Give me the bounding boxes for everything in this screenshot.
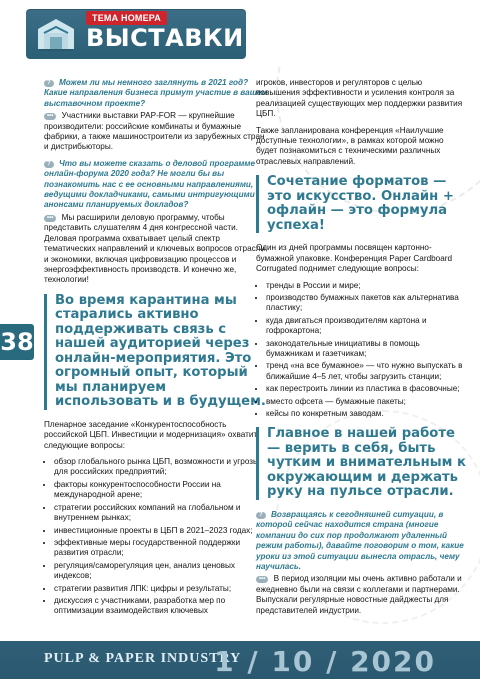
answer-2 bbox=[44, 213, 268, 286]
bullet-item: • тренды в России и мире; bbox=[266, 281, 466, 291]
pull-quote-right-2-text: Главное в нашей работе — верить в себя, быть чутким и внимательным к окружающим и держать руку на пульсе отрасли. bbox=[267, 426, 467, 500]
section-tag: ТЕМА НОМЕРА bbox=[86, 11, 167, 25]
paragraph-right-2: Также запланирована конференция «Наилучшие доступные технологии», в рамках которой можно будет познакомиться с техническими различных отраслевых направлений. bbox=[256, 125, 444, 166]
paragraph-plenary: Пленарное заседание «Конкурентоспособность российской ЦБП. Инвестиции и модернизация» охватит следующие вопросы: bbox=[44, 419, 258, 450]
answer-2-text: Мы расширили деловую программу, чтобы представить слушателям 4 дня конгрессной части. Деловая программа охватывает целый спектр тематических направлений и ключевых вопросов отрасли и экономики, включая цифровизацию процессов и энергоэффективность производств. И конечно же, технологии! bbox=[44, 212, 266, 285]
bullet-item: • регуляция/саморегуляция цен, анализ ценовых индексов; bbox=[54, 561, 268, 582]
pull-quote-right-1 bbox=[256, 175, 466, 233]
page-footer bbox=[0, 641, 480, 679]
bullet-item: • тренд «на все бумажное» — что нужно выпускать в ближайшие 4–5 лет, чтобы загрузить станции; bbox=[266, 361, 466, 382]
bullet-item: • инвестиционные проекты в ЦБП в 2021–2023 годах; bbox=[54, 526, 268, 536]
question-1 bbox=[44, 78, 268, 109]
bullet-item: • вместо офсета — бумажные пакеты; bbox=[266, 397, 466, 407]
bullet-item: • обзор глобального рынка ЦБП, возможности и угрозы для российских предприятий; bbox=[54, 457, 268, 478]
question-4 bbox=[256, 510, 466, 572]
plenary-bullets bbox=[44, 457, 268, 617]
pull-quote-right-1-text: Сочетание форматов — это искусство. Онлайн + офлайн — это формула успеха! bbox=[267, 174, 454, 233]
question-badge: ? bbox=[44, 161, 54, 168]
question-2 bbox=[44, 159, 268, 211]
pull-quote-left bbox=[44, 294, 268, 410]
bullet-item: • стратегии развития ЛПК: цифры и результаты; bbox=[54, 584, 268, 594]
question-1-text: Можем ли мы немного заглянуть в 2021 год? Какие направления бизнеса примут участие в вашем выставочном проекте? bbox=[44, 78, 268, 108]
packaging-bullets bbox=[256, 281, 466, 420]
question-2-text: Что вы можете сказать о деловой программе онлайн-форума 2020 года? Не могли бы вы познакомить нас с ее основными направлениями, ведущими докладчиками, самыми интригующими анонсами планируемых докладов? bbox=[44, 158, 256, 210]
bullet-item: • кейсы по конкретным заводам. bbox=[266, 409, 466, 419]
bullet-item: • куда двигаться производителям картона и гофрокартона; bbox=[266, 316, 466, 337]
answer-1-text: Участники выставки PAP-FOR — крупнейшие производители: российские комбинаты и бумажные фабрики, а также машиностроители из зарубежных стран и дистрибьюторы. bbox=[44, 111, 265, 152]
question-badge: ? bbox=[256, 512, 266, 519]
section-title: ВЫСТАВКИ bbox=[86, 24, 244, 52]
answer-badge: ••• bbox=[256, 576, 268, 583]
exhibition-icon bbox=[34, 15, 78, 53]
page-header bbox=[0, 0, 480, 66]
answer-1 bbox=[44, 111, 268, 153]
journal-name: PULP & PAPER INDUSTRY bbox=[44, 651, 242, 666]
pull-quote-left-text: Во время карантина мы старались активно поддерживать связь с нашей аудиторией через онлайн-мероприятия. Это огромный опыт, который мы планируем использовать и в будущем. bbox=[55, 292, 266, 410]
paragraph-right-3: Один из дней программы посвящен картонно-бумажной упаковке. Конференция Paper Cardboard Corrugated поднимет следующие вопросы: bbox=[256, 243, 453, 274]
question-4-text: Возвращаясь к сегодняшней ситуации, в которой сейчас находится страна (многие компании до сих пор продолжают удаленный режим работы), давайте поговорим о том, какие уроки из этой ситуации вынесла отрасль, чему научилась. bbox=[256, 509, 464, 572]
bullet-item: • факторы конкурентоспособности России на международной арене; bbox=[54, 480, 268, 501]
bullet-item: • эффективные меры государственной поддержки развития отрасли; bbox=[54, 538, 268, 559]
bullet-item: • законодательные инициативы в помощь бумажникам и газетчикам; bbox=[266, 339, 466, 360]
answer-badge: ••• bbox=[44, 113, 56, 120]
bullet-item: • производство бумажных пакетов как альтернатива пластику; bbox=[266, 293, 466, 314]
right-column bbox=[256, 78, 466, 622]
page-number: 38 bbox=[0, 324, 34, 360]
answer-4 bbox=[256, 574, 466, 616]
question-badge: ? bbox=[44, 80, 54, 87]
bullet-item: • дискуссия с участниками, разработка мер по оптимизации взаимодействия ключевых bbox=[54, 596, 268, 617]
bullet-item: • стратегии российских компаний на глобальном и внутреннем рынках; bbox=[54, 503, 268, 524]
pull-quote-right-2 bbox=[256, 427, 466, 500]
issue-number: 1 / 10 / 2020 bbox=[214, 645, 436, 678]
bullet-item: • как перестроить линии из пластика в фасовочные; bbox=[266, 384, 466, 394]
left-column bbox=[44, 78, 268, 619]
answer-4-text: В период изоляции мы очень активно работали и ежедневно были на связи с коллегами и партнерами. Выпускали регулярные новостные дайджесты для представителей индустрии. bbox=[256, 574, 462, 615]
paragraph-right-1: игроков, инвесторов и регуляторов с целью повышения эффективности и усиления контроля за реализацией существующих мер поддержки развития ЦБП. bbox=[256, 78, 463, 119]
answer-badge: ••• bbox=[44, 215, 56, 222]
